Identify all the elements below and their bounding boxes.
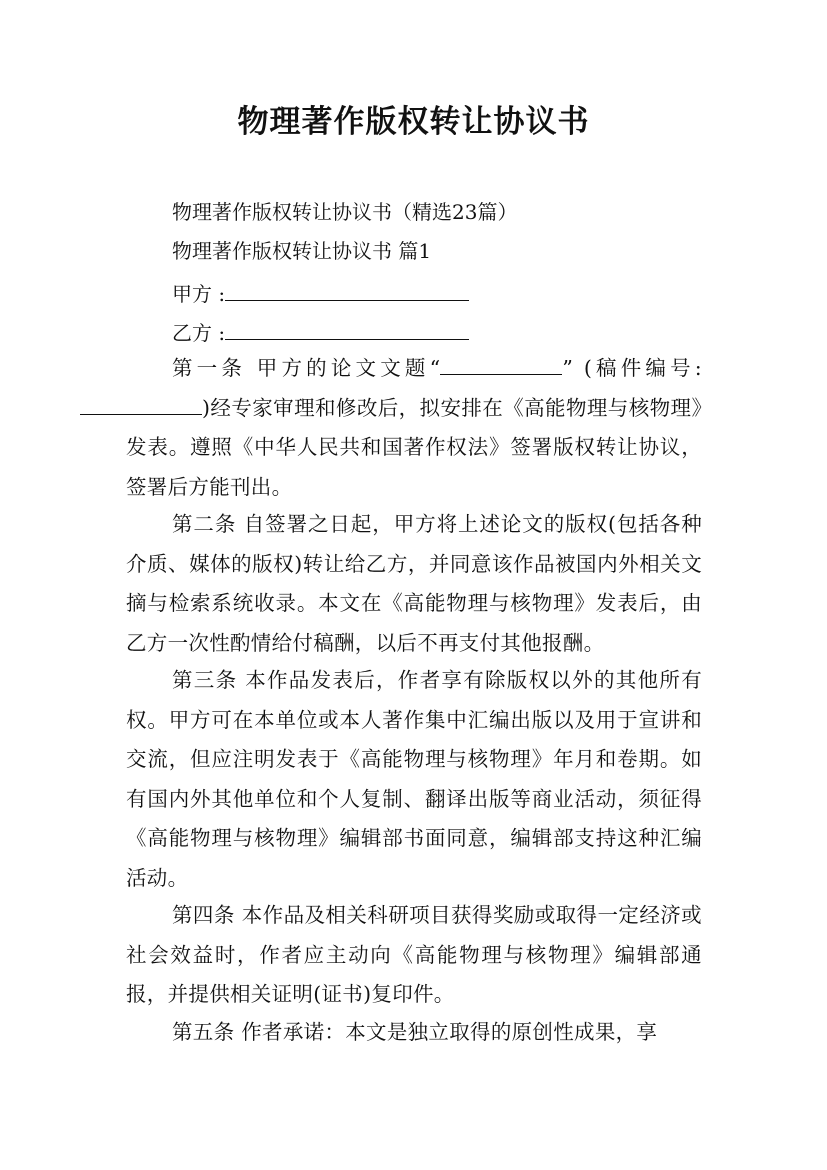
- clause-3: 第三条 本作品发表后，作者享有除版权以外的其他所有权。甲方可在本单位或本人著作集中汇编出版以及用于宣讲和交流，但应注明发表于《高能物理与核物理》年月和卷期。如有国内外其他单位和个人复制、翻译出版等商业活动，须征得《高能物理与核物理》编辑部书面同意，编辑部支持这种汇编活动。: [126, 668, 702, 890]
- clause-4: 第四条 本作品及相关科研项目获得奖励或取得一定经济或社会效益时，作者应主动向《高能物理与核物理》编辑部通报，并提供相关证明(证书)复印件。: [126, 903, 702, 1006]
- party-b-label: 乙方 :: [172, 321, 226, 345]
- clause-1-part-2: ” (稿件编号:: [562, 356, 702, 380]
- party-a-blank: [225, 278, 469, 301]
- document-title: 物理著作版权转让协议书: [237, 104, 590, 140]
- party-b-line: [172, 317, 469, 346]
- clause-1-part-3: )经专家审理和修改后，拟安排在《高能物理与核物理》发表。遵照《中华人民共和国著作权法》签署版权转让协议，签署后方能刊出。: [126, 395, 702, 499]
- party-a-line: [172, 278, 469, 307]
- clause-1: [126, 349, 702, 507]
- party-a-label: 甲方 :: [172, 282, 226, 306]
- document-subtitle: 物理著作版权转让协议书（精选23篇）: [172, 200, 518, 224]
- clause-1-part-1: 第一条 甲方的论文文题“: [172, 356, 441, 380]
- clause-5: 第五条 作者承诺：本文是独立取得的原创性成果，享: [172, 1020, 658, 1044]
- paper-title-blank: [440, 352, 562, 375]
- party-b-blank: [225, 317, 469, 340]
- chapter-heading: 物理著作版权转让协议书 篇1: [172, 239, 432, 263]
- clause-2: 第二条 自签署之日起，甲方将上述论文的版权(包括各种介质、媒体的版权)转让给乙方，并同意该作品被国内外相关文摘与检索系统收录。本文在《高能物理与核物理》发表后，由乙方一次性酌情给付稿酬，以后不再支付其他报酬。: [126, 512, 702, 655]
- manuscript-number-blank: [80, 392, 202, 415]
